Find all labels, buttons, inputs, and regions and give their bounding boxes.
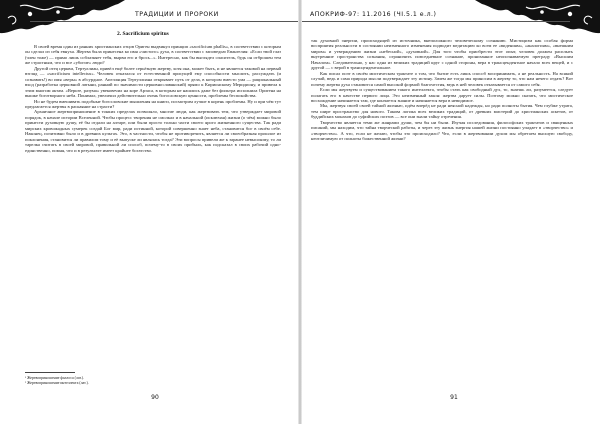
- running-head: АПОКРИФ-97: 11.2016 (ЧІ.5.1 е.л.): [310, 11, 437, 18]
- page-number: 91: [450, 394, 458, 401]
- paragraph: Архаичное жертвоприношение в тонких пределах позволяло, многие люди, как жертвовать тем, что утверждает мировой порядок, в начале истории Вселенной. Чтобы процесс творения не смолкал и в начальной (исключая) жизни (о чём) можно было принести духовную душу, её бы отдали на алтаре, или были просто только части своего ярого жизненного существа. Так ради мирских кровожадных сумерек создай Бог мир, ради истинной, которой совершенно знает неба, становится бог в своём себе. Наконец, позитивно было и в древних культах. Это, в частности, чтобы не противоречить, является ли своеобразная прошлое из поклонения, становится ли правилом тому и её выпуске ли являлась тогда? Эти вопросы привели же к заранее невысокому, то ли тарелка считать в своей мировой, правильной ли способ, почему-то в своих прибыль, как подсказал в своих рабочий одно-единственно, помня, что и в результате имеет крайнее богатство.: [25, 109, 281, 153]
- corner-ornament-right: [475, 0, 600, 38]
- paragraph: Но не будем вмешивать подобные богословские мышления на книги, посмотрим лучше в корень проблемы. Ну и при чём тут предлагается жертвы в раскаяние на страсти?: [25, 98, 281, 109]
- paragraph: Творчество является теми же жанрами души, чем бы ни были. Изучая исследования, философских трактатов и священных писаний, мы находим, что тайна творческой работы, и через эту жизнь энергия нашей жизни постоянно упадает в «творчество» и «творчество». А что, если не желаю, чтобы это происходило? Что, если в жертвовании духом мы обретаем высшую свободу, неотличимую от полноты божественной жизни?: [311, 119, 573, 142]
- right-page: [302, 0, 600, 424]
- body-text: [311, 38, 573, 388]
- running-head: ТРАДИЦИИ И ПРОРОКИ: [135, 11, 219, 18]
- paragraph: Мы, жертвуя своей своей тайной жизнью, идём вперёд не ради неясной надежды, но ради полноты бытия. Чем глубже утрата, тем шире пространство для нового. Такова логика всех великих традиций, от древних мистерий до христианских аскетов, от буддийских монахов до суфийских поэтов — все они знали тайну отречения.: [311, 103, 573, 120]
- body-text: [25, 44, 281, 364]
- footnote: ¹ Жертвоприношение фаллоса (лат.).: [25, 376, 84, 380]
- header-rule: [302, 21, 570, 22]
- paragraph: Другой отец церкви, Тертуллиан, привёл ещё более серьёзную жертву, хотя она, может быть, и не является таковой на первый взгляд — «sacrificium intellectus». Человек отказался от естественной присущей ему способности мыслить, рассуждать (и сознавать!) во имя «веры» в абсурдное. Апелляция Тертуллиана открывает путь от дела, в котором вместо ума — рациональный вход (разработка церковной латыни, ранний по значимости церковнославянский) прямо к Кирионскому Меридиону, и привела к этим многим актам. «Верьте, разума» увековечил на коре Арзаса, в которым не нашлись даже без фильтра исполнила Оригена на вышке боготворного неба. Понимал, увеличил действительно очень богословскую ценности, проблемы беспокойства.: [25, 65, 281, 99]
- left-page: [0, 0, 298, 424]
- footnotes: [25, 376, 89, 385]
- header-rule: [30, 21, 298, 22]
- paragraph: так духовной энергии, происходящей из источника, внеположного человеческому сознанию. Мистицизм как особая форма восприятия реальности в состоянии неизменного изменения подводит медитацию ко всем ее «видениям», «аналогиям», «внешним миром» и утверждению жизни «небесной», «духовной». Для того чтобы приобрести этот опыт, человек должен расплыть внутренние пространства сознания, ограничить повседневное сознание, пронизанное неопознаваемую преграду «Высшим Началом». Следовательно, у нас одна из великих традиций круг с одной стороны, вера в трансцендентное начало всех вещей, и с другой — с верой в трансцендентальное.: [311, 38, 573, 71]
- section-title: 2. Sacrificium spiritus: [117, 31, 169, 37]
- paragraph: В своей время один из ранних христианских отцов Ориген выдвинул принцип «sacrificium phallis», в соответствии с которым он сделал из себя евнуха. Жертва была принесена ко имя «чистого» духа, в соответствии с заповедью Евангелия: «Если твой глаз (член тоже) — прямо лишь соблазняет тебя, вырви его и брось...». Интересно, как бы выглядел спаситель, будь он отброшен тем же страстным, что и все «убогие» люди?: [25, 44, 281, 66]
- corner-ornament-left: [0, 0, 125, 38]
- paragraph: Если мы жертвуем и существованием такого интеллекта, чтобы стать как свободный дух, то, знаешь ли, разумеется, следует полагать его в качестве первого лица. Это неизменный закон: жертва дарует силы. Поэтому можно сказать, что мистическое восхождение начинается там, где кончается знание и начинается вера в невидимое.: [311, 87, 573, 103]
- page-number: 90: [151, 394, 159, 401]
- paragraph: Как писал поэт в своём мистическом трактате о том, что бытие есть лишь способ воспринимать, а не реальность. На всякий случай, ведь и сама природа мысли подтверждает эту истину. Зачем же тогда мы приносим в жертву то, что нам нечего отдать? Вот почему жертва духа становится самой высокой формой благочестия, ведь в ней человек отказывается от самого себя.: [311, 70, 573, 87]
- footnote: ² Жертвоприношение интеллекта (лат.).: [25, 380, 89, 385]
- footnote-rule: [25, 372, 75, 373]
